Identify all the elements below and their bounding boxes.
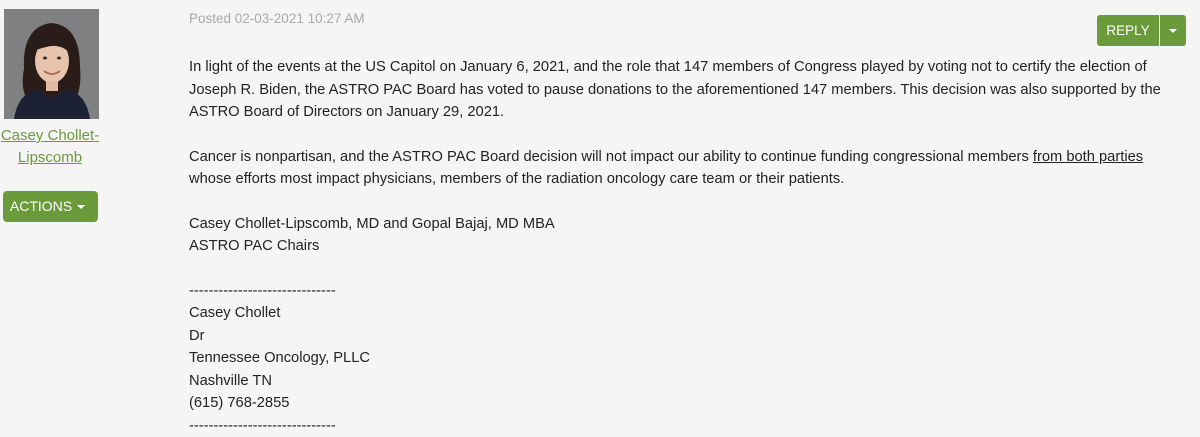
author-sidebar — [0, 0, 120, 430]
signoff-names: Casey Chollet-Lipscomb, MD and Gopal Bajaj, MD MBA — [189, 213, 1164, 236]
author-name-line2[interactable]: Lipscomb — [18, 149, 82, 166]
post-body — [189, 56, 1164, 437]
caret-down-icon — [77, 205, 85, 209]
signature-location: Nashville TN — [189, 370, 1164, 393]
paragraph-2-text-end: whose efforts most impact physicians, members of the radiation oncology care team or their patients. — [189, 171, 844, 187]
signature-name: Casey Chollet — [189, 302, 1164, 325]
reply-dropdown-toggle[interactable] — [1160, 15, 1186, 46]
author-name-link[interactable] — [0, 125, 100, 169]
signature-title: Dr — [189, 325, 1164, 348]
signature-separator-top: ------------------------------ — [189, 280, 1164, 303]
avatar[interactable] — [4, 9, 99, 119]
caret-down-icon — [1169, 29, 1177, 33]
paragraph-1: In light of the events at the US Capitol on January 6, 2021, and the role that 147 members of Congress played by voting not to certify the election of Joseph R. Biden, the ASTRO PAC Board has voted to pause donations to the aforementioned 147 members. This decision was also supported by the ASTRO Board of Directors on January 29, 2021. — [189, 56, 1164, 124]
reply-button[interactable]: REPLY — [1097, 15, 1159, 46]
paragraph-2-text-start: Cancer is nonpartisan, and the ASTRO PAC Board decision will not impact our ability to continue funding congressional members — [189, 149, 1033, 165]
paragraph-2 — [189, 146, 1164, 191]
signature-separator-bottom: ------------------------------ — [189, 415, 1164, 437]
signature-phone: (615) 768-2855 — [189, 392, 1164, 415]
signoff-role: ASTRO PAC Chairs — [189, 235, 1164, 258]
reply-button-group — [1097, 15, 1186, 46]
posted-timestamp: Posted 02-03-2021 10:27 AM — [189, 11, 365, 26]
avatar-photo — [4, 9, 99, 119]
author-name-line1[interactable]: Casey Chollet- — [1, 127, 99, 144]
actions-button[interactable] — [3, 191, 98, 222]
signature-org: Tennessee Oncology, PLLC — [189, 347, 1164, 370]
actions-button-label: ACTIONS — [10, 198, 72, 214]
from-both-parties-link[interactable]: from both parties — [1033, 149, 1143, 165]
